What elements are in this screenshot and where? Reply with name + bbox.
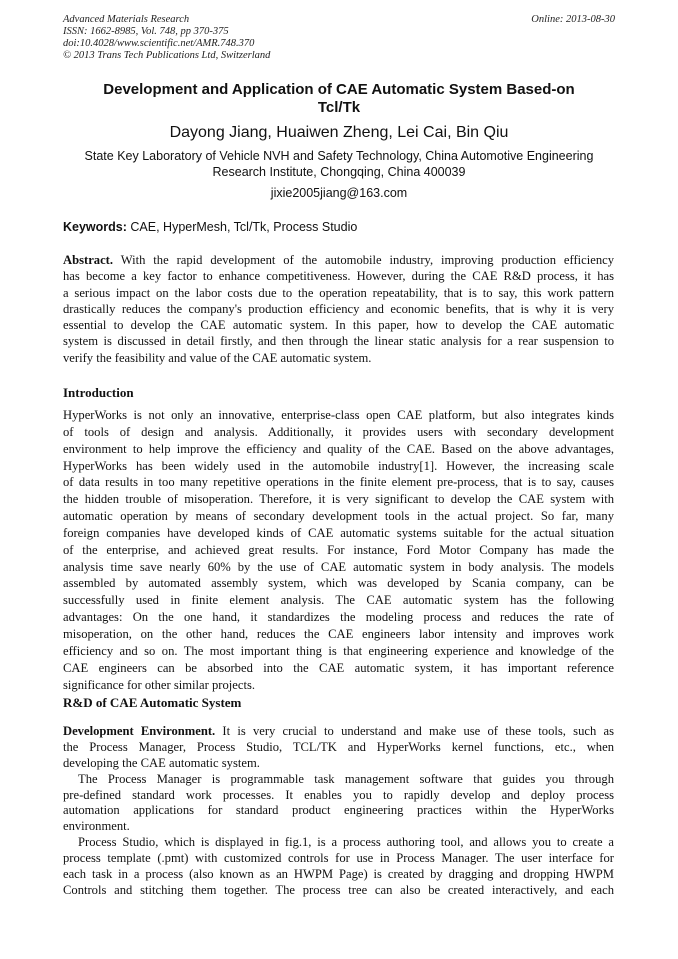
text-line bbox=[63, 835, 614, 851]
text-line bbox=[63, 756, 614, 772]
paragraph-lead: Development Environment. bbox=[63, 724, 216, 738]
line-text: each task in a process (also known as an HWPM Page) is created by dragging and dropping HWPM bbox=[63, 867, 614, 882]
text-line bbox=[63, 268, 614, 284]
line-text: system is discussed in detail firstly, and then through the linear static analysis for a rear suspension to bbox=[63, 334, 614, 349]
title-line: Tcl/Tk bbox=[317, 99, 361, 116]
line-text: of tools of design and analysis. Additionally, it provides users with secondary development bbox=[63, 424, 614, 439]
keywords-text: CAE, HyperMesh, Tcl/Tk, Process Studio bbox=[130, 220, 358, 234]
text-line bbox=[63, 474, 614, 491]
text-line bbox=[63, 508, 614, 525]
text-line bbox=[63, 350, 614, 366]
text-line bbox=[63, 740, 614, 756]
line-text: Process Studio, which is displayed in fig.1, is a process authoring tool, and allows you to create a bbox=[78, 835, 614, 850]
introduction-body bbox=[63, 407, 614, 693]
authors: Dayong Jiang, Huaiwen Zheng, Lei Cai, Bin Qiu bbox=[169, 124, 509, 141]
text-line bbox=[63, 424, 614, 441]
copyright: © 2013 Trans Tech Publications Ltd, Switzerland bbox=[63, 50, 271, 61]
text-line bbox=[63, 559, 614, 576]
line-text: advantages: On the one hand, it standardizes the modeling process and reduces the rate of bbox=[63, 610, 614, 625]
text-line bbox=[63, 458, 614, 475]
line-text: With the rapid development of the automobile industry, improving production efficiency bbox=[120, 253, 615, 267]
doi: doi:10.4028/www.scientific.net/AMR.748.370 bbox=[63, 38, 255, 49]
text-line bbox=[63, 609, 614, 626]
line-text: The Process Manager is programmable task management software that guides you through bbox=[78, 771, 614, 786]
line-text: HyperWorks has been widely used in the automobile industry[1]. However, the increasing scale bbox=[63, 458, 614, 473]
text-line bbox=[63, 819, 614, 835]
affiliation bbox=[40, 149, 638, 180]
line-text: analysis time save nearly 60% by the use of CAE automatic system in body analysis. The models bbox=[63, 559, 614, 574]
line-text: successfully used in finite element analysis. The CAE automatic system has the following bbox=[63, 593, 614, 608]
line-text: the Process Manager, Process Studio, TCL/TK and HyperWorks kernel functions, etc., when bbox=[63, 739, 614, 754]
line-text: process template (.pmt) with customized controls for use in Process Manager. The user interface for bbox=[63, 851, 614, 866]
text-line bbox=[63, 301, 614, 317]
text-line bbox=[63, 542, 614, 559]
text-line bbox=[63, 803, 614, 819]
journal-header bbox=[63, 14, 270, 62]
line-text: automation applications for standard product engineering practices within the HyperWorks bbox=[63, 803, 614, 818]
text-line bbox=[63, 575, 614, 592]
affiliation-line: Research Institute, Chongqing, China 400039 bbox=[212, 164, 466, 179]
line-text: foreign companies have developed kinds of CAE automatic systems suitable for the actual situation bbox=[63, 525, 614, 540]
keywords-label: Keywords: bbox=[63, 220, 127, 234]
text-line bbox=[63, 333, 614, 349]
text-line bbox=[63, 867, 614, 883]
line-text: Controls and stitching them together. The process tree can also be created interactively, and each bbox=[63, 882, 614, 897]
text-line bbox=[63, 525, 614, 542]
line-text: automatic operation by means of secondary development tools in the actual project. So far, many bbox=[63, 509, 614, 524]
line-text: HyperWorks is not only an innovative, enterprise-class open CAE platform, but also integrates kinds bbox=[63, 408, 614, 422]
line-text: It is very crucial to understand and make use of these tools, such as bbox=[222, 724, 614, 738]
line-text: of the enterprise, and achieved great results. For instance, Ford Motor Company has made the bbox=[63, 542, 614, 557]
line-text: assembled by automated assembly system, which was developed by Scania company, can be bbox=[63, 576, 614, 591]
rd-heading: R&D of CAE Automatic System bbox=[63, 695, 242, 710]
line-text: a serious impact on the labor costs due to the operation repeatability, that is to say, this work pattern bbox=[63, 285, 614, 300]
text-line bbox=[63, 643, 614, 660]
title-line: Development and Application of CAE Automatic System Based-on bbox=[103, 81, 575, 98]
text-line bbox=[63, 252, 614, 268]
text-line bbox=[63, 491, 614, 508]
line-text: developing the CAE automatic system. bbox=[63, 755, 260, 770]
text-line bbox=[63, 788, 614, 804]
text-line bbox=[63, 592, 614, 609]
line-text: significance for other similar projects. bbox=[63, 677, 255, 692]
line-text: environment. bbox=[63, 819, 130, 834]
abstract bbox=[63, 252, 614, 366]
text-line bbox=[63, 285, 614, 301]
journal-name: Advanced Materials Research bbox=[63, 14, 190, 25]
line-text: the hidden trouble of misoperation. Therefore, it is very significant to develop the CAE system with bbox=[63, 492, 614, 507]
line-text: verify the feasibility and value of the CAE automatic system. bbox=[63, 350, 372, 365]
line-text: essential to develop the CAE automatic system. In this paper, how to develop the CAE automatic bbox=[63, 318, 614, 333]
text-line bbox=[63, 677, 614, 694]
keywords bbox=[63, 220, 357, 234]
text-line bbox=[63, 660, 614, 677]
line-text: drastically reduces the company's production efficiency and economic benefits, that is why it is very bbox=[63, 301, 614, 316]
line-text: environment to help improve the efficiency and quality of the CAE. Based on the above advantages, bbox=[63, 441, 614, 456]
line-text: misoperation, on the other hand, reduces the CAE engineers labor intensity and improves work bbox=[63, 626, 614, 641]
issn: ISSN: 1662-8985, Vol. 748, pp 370-375 bbox=[63, 26, 229, 37]
text-line bbox=[63, 851, 614, 867]
line-text: CAE engineers can be absorbed into the CAE automatic system, it has important reference bbox=[63, 660, 614, 675]
line-text: has become a key factor to enhance competitiveness. However, during the CAE R&D process, it has bbox=[63, 269, 614, 284]
text-line bbox=[63, 772, 614, 788]
line-text: pre-defined standard work processes. It enables you to rapidly develop and deploy process bbox=[63, 787, 614, 802]
line-text: efficiency and so on. The most important thing is that engineering experience and knowledge of the bbox=[63, 643, 614, 658]
text-line bbox=[63, 626, 614, 643]
line-text: of data results in too many repetitive operations in the finite element pre-process, that is to say, causes bbox=[63, 475, 614, 490]
text-line bbox=[63, 883, 614, 899]
email: jixie2005jiang@163.com bbox=[270, 186, 408, 200]
introduction-heading: Introduction bbox=[63, 385, 134, 400]
online-date: Online: 2013-08-30 bbox=[531, 14, 615, 25]
paper-title bbox=[40, 81, 638, 117]
text-line bbox=[63, 317, 614, 333]
affiliation-line: State Key Laboratory of Vehicle NVH and Safety Technology, China Automotive Engineering bbox=[84, 149, 594, 163]
text-line bbox=[63, 407, 614, 424]
paragraph-lead: Abstract. bbox=[63, 253, 114, 267]
text-line bbox=[63, 441, 614, 458]
rd-body bbox=[63, 724, 614, 899]
text-line bbox=[63, 724, 614, 740]
